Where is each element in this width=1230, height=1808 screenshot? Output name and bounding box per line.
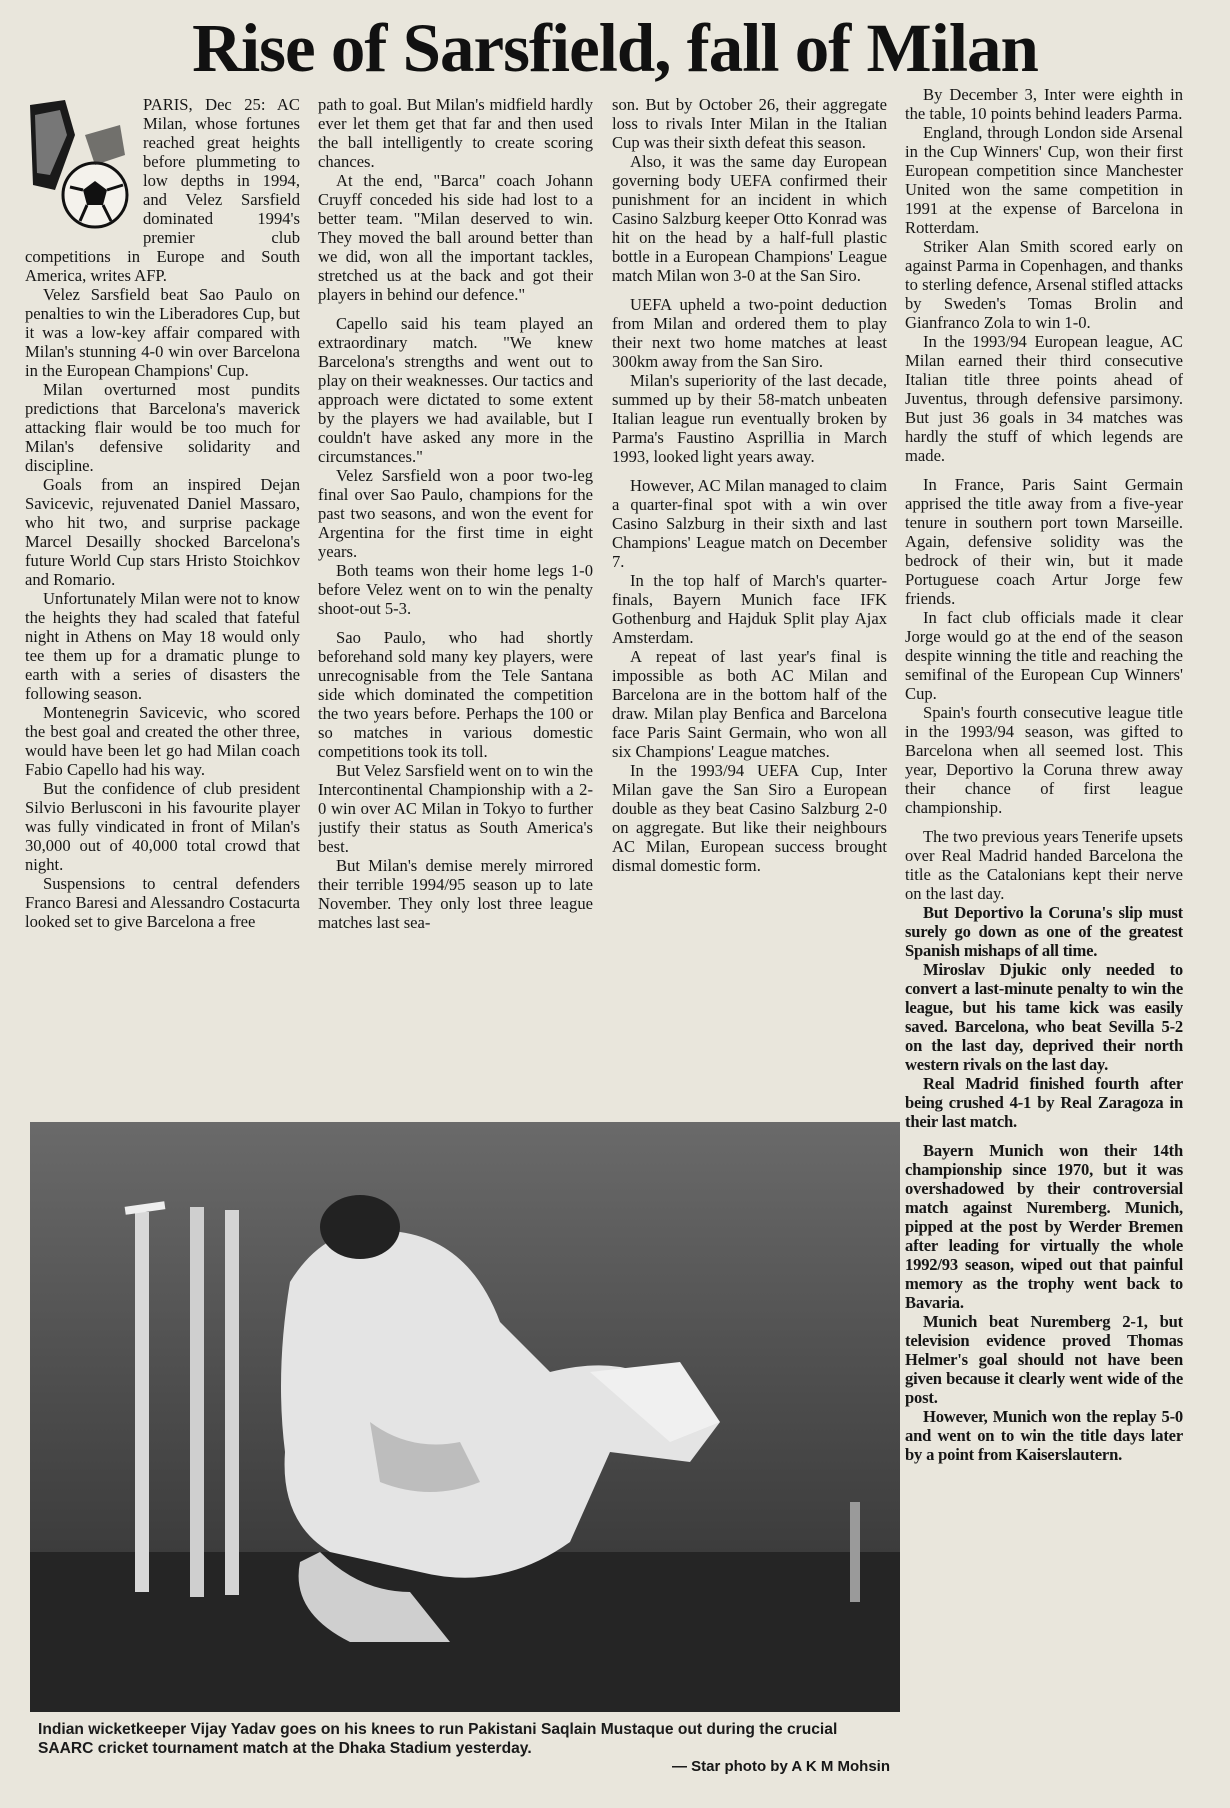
- paragraph: In France, Paris Saint Germain apprised the title away from a five-year tenure in southern port town Marseille. Again, defensive solidity was the bedrock of their win, but it made Portuguese coach Artur Jorge few friends.: [905, 475, 1183, 608]
- article-column-4: [905, 85, 1183, 1785]
- headline: Rise of Sarsfield, fall of Milan: [192, 10, 1038, 86]
- paragraph: Spain's fourth consecutive league title in the 1993/94 season, was gifted to Barcelona when all seemed lost. This year, Deportivo la Coruna threw away their chance of first league championship.: [905, 703, 1183, 817]
- stump: [225, 1210, 239, 1595]
- paragraph: Sao Paulo, who had shortly beforehand sold many key players, were unrecognisable from the Tele Santana side which dominated the competition the two years before. Perhaps the 100 or so matches in various domestic competitions took its toll.: [318, 628, 593, 761]
- paragraph: Miroslav Djukic only needed to convert a last-minute penalty to win the league, but his tame kick was easily saved. Barcelona, who beat Sevilla 5-2 on the last day, deprived their north western rivals on the last day.: [905, 960, 1183, 1074]
- photo-caption: Indian wicketkeeper Vijay Yadav goes on his knees to run Pakistani Saqlain Mustaque out during the crucial SAARC cricket tournament match at the Dhaka Stadium yesterday.: [38, 1721, 838, 1757]
- paragraph: UEFA upheld a two-point deduction from Milan and ordered them to play their next two home matches at least 300km away from the San Siro.: [612, 295, 887, 371]
- paragraph: A repeat of last year's final is impossible as both AC Milan and Barcelona are in the bottom half of the draw. Milan play Benfica and Barcelona face Paris Saint Germain, who won all six Champions' League matches.: [612, 647, 887, 761]
- paragraph: Striker Alan Smith scored early on against Parma in Copenhagen, and thanks to sterling defence, Arsenal stifled attacks by Sweden's Tomas Brolin and Gianfranco Zola to win 1-0.: [905, 237, 1183, 332]
- paragraph: In the 1993/94 European league, AC Milan earned their third consecutive Italian title three points ahead of Juventus, through defensive parsimony. But just 36 goals in 34 matches was hardly the stuff of which legends are made.: [905, 332, 1183, 465]
- paragraph: Milan overturned most pundits predictions that Barcelona's maverick attacking flair would be too much for Milan's defensive solidarity and discipline.: [25, 380, 300, 475]
- paragraph: Milan's superiority of the last decade, summed up by their 58-match unbeaten Italian league run eventually broken by Parma's Faustino Asprillia in March 1993, looked light years away.: [612, 371, 887, 466]
- paragraph: Suspensions to central defenders Franco Baresi and Alessandro Costacurta looked set to give Barcelona a free: [25, 874, 300, 931]
- paragraph: But the confidence of club president Silvio Berlusconi in his favourite player was fully vindicated in front of Milan's 30,000 out of 40,000 total crowd that night.: [25, 779, 300, 874]
- article-column-1: [25, 95, 300, 1105]
- paragraph: PARIS, Dec 25: AC Milan, whose fortunes reached great heights before plummeting to low depths in 1994, and Velez Sarsfield dominated 1994's premier club competitions in Europe and South America, writes AFP.: [25, 95, 300, 285]
- photo-credit: — Star photo by A K M Mohsin: [671, 1758, 890, 1775]
- paragraph: But Velez Sarsfield went on to win the Intercontinental Championship with a 2-0 win over AC Milan in Tokyo to further justify their status as South America's best.: [318, 761, 593, 856]
- paragraph: Capello said his team played an extraordinary match. "We knew Barcelona's strengths and went out to play on their weaknesses. Our tactics and approach were dictated to some extent by the players we had available, but I couldn't have asked any more in the circumstances.": [318, 314, 593, 466]
- paragraph: However, AC Milan managed to claim a quarter-final spot with a win over Casino Salzburg in their sixth and last Champions' League match on December 7.: [612, 476, 887, 571]
- article-column-2: [318, 95, 593, 1105]
- paragraph: Velez Sarsfield won a poor two-leg final over Sao Paulo, champions for the past two seasons, and won the event for Argentina for the first time in eight years.: [318, 466, 593, 561]
- paragraph: England, through London side Arsenal in the Cup Winners' Cup, won their first European competition since Manchester United won the same competition in 1991 at the expense of Barcelona in Rotterdam.: [905, 123, 1183, 237]
- paragraph: At the end, "Barca" coach Johann Cruyff conceded his side had lost to a better team. "Milan deserved to win. They moved the ball around better than we did, won all the important tackles, stretched us at the back and got their players in behind our defence.": [318, 171, 593, 304]
- paragraph: Both teams won their home legs 1-0 before Velez went on to win the penalty shoot-out 5-3.: [318, 561, 593, 618]
- paragraph: In the 1993/94 UEFA Cup, Inter Milan gave the San Siro a European double as they beat Casino Salzburg 2-0 on aggregate. But like their neighbours AC Milan, European success brought dismal domestic form.: [612, 761, 887, 875]
- paragraph: But Deportivo la Coruna's slip must surely go down as one of the greatest Spanish mishaps of all time.: [905, 903, 1183, 960]
- paragraph: Also, it was the same day European governing body UEFA confirmed their punishment for an incident in which Casino Salzburg keeper Otto Konrad was hit on the head by a half-full plastic bottle in a European Champions' League match Milan won 3-0 at the San Siro.: [612, 152, 887, 285]
- paragraph: By December 3, Inter were eighth in the table, 10 points behind leaders Parma.: [905, 85, 1183, 123]
- paragraph: Goals from an inspired Dejan Savicevic, rejuvenated Daniel Massaro, who hit two, and surprise package Marcel Desailly shocked Barcelona's future World Cup stars Hristo Stoichkov and Romario.: [25, 475, 300, 589]
- paragraph: Unfortunately Milan were not to know the heights they had scaled that fateful night in Athens on May 18 would only tee them up for a dramatic plunge to earth with a series of disasters the following season.: [25, 589, 300, 703]
- paragraph: Real Madrid finished fourth after being crushed 4-1 by Real Zaragoza in their last match.: [905, 1074, 1183, 1131]
- paragraph: Velez Sarsfield beat Sao Paulo on penalties to win the Liberadores Cup, but it was a low-key affair compared with Milan's stunning 4-0 win over Barcelona in the European Champions' Cup.: [25, 285, 300, 380]
- paragraph: path to goal. But Milan's midfield hardly ever let them get that far and then used the ball intelligently to create scoring chances.: [318, 95, 593, 171]
- paragraph: Bayern Munich won their 14th championship since 1970, but it was overshadowed by their controversial match against Nuremberg. Munich, pipped at the post by Werder Bremen after leading for virtually the whole 1992/93 season, wiped out that painful memory as the trophy went back to Bavaria.: [905, 1141, 1183, 1312]
- player-cap: [320, 1195, 400, 1259]
- paragraph: In the top half of March's quarter-finals, Bayern Munich face IFK Gothenburg and Hajduk Split play Ajax Amsterdam.: [612, 571, 887, 647]
- paragraph: son. But by October 26, their aggregate loss to rivals Inter Milan in the Italian Cup was their sixth defeat this season.: [612, 95, 887, 152]
- stump: [190, 1207, 204, 1597]
- paragraph: Munich beat Nuremberg 2-1, but television evidence proved Thomas Helmer's goal should not have been given because it clearly went wide of the post.: [905, 1312, 1183, 1407]
- paragraph: Montenegrin Savicevic, who scored the best goal and created the other three, would have been let go had Milan coach Fabio Capello had his way.: [25, 703, 300, 779]
- cricket-photo: [30, 1122, 900, 1712]
- paragraph: In fact club officials made it clear Jorge would go at the end of the season despite winning the title and reaching the semifinal of the European Cup Winners' Cup.: [905, 608, 1183, 703]
- paragraph: However, Munich won the replay 5-0 and went on to win the title days later by a point from Kaiserslautern.: [905, 1407, 1183, 1464]
- paragraph: The two previous years Tenerife upsets over Real Madrid handed Barcelona the title as the Catalonians kept their nerve on the last day.: [905, 827, 1183, 903]
- paragraph: But Milan's demise merely mirrored their terrible 1994/95 season up to late November. They only lost three league matches last sea-: [318, 856, 593, 932]
- stump: [135, 1212, 149, 1592]
- football-logo-icon: [25, 95, 135, 235]
- article-column-3: [612, 95, 887, 1105]
